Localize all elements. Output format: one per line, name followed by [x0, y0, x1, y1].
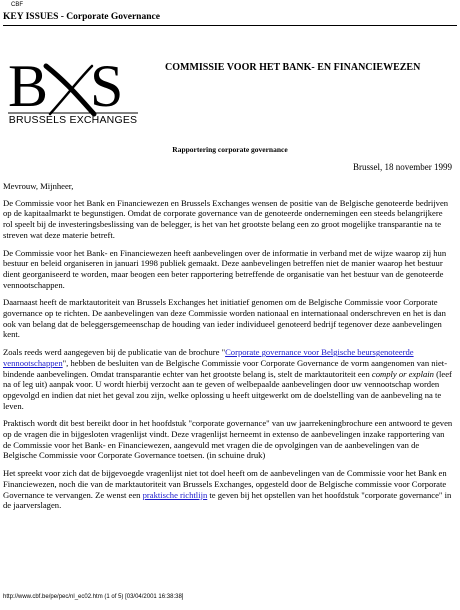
paragraph-6: [3, 468, 454, 511]
paragraph-6-end: te geven bij het opstellen van het hoofdstuk "corporate governance" in de jaarverslagen.: [3, 489, 452, 511]
paragraph-5: Praktisch wordt dit best bereikt door in het hoofdstuk "corporate governance" van uw jaarrekeningbrochure een antwoord te geven op de vragen die in bijgesloten vragenlijst vindt. Deze vragenlijst herneemt in extenso de aanbevelingen inzake rapportering van de Commissie voor het Bank- en Financiewezen, aangevuld met vragen die de opvolgingen van de aanbevelingen van de Belgische Commissie voor Corporate Governance toetsen. (in schuine druk): [3, 418, 453, 461]
paragraph-4: [3, 347, 454, 411]
paragraph-4-middle: ", hebben de besluiten van de Belgische Commissie voor Corporate Governance de vorm aangenomen van niet-bindende aanbevelingen. Omdat transparantie echter van het grootste belang is, stelt de marktautoriteit een: [3, 357, 448, 379]
paragraph-4-intro: Zoals reeds werd aangegeven bij de publicatie van de brochure ": [3, 347, 226, 358]
paragraph-3: Daarnaast heeft de marktautoriteit van Brussels Exchanges het initiatief genomen om de Belgische Commissie voor Corporate governance op te richten. De aanbevelingen van deze Commissie worden nationaal en internationaal onderschreven en het is dan ook van belang dat de beleggersgemeenschap de houding van ieder individueel genoteerd bedrijf tegenover deze aanbevelingen kent.: [3, 297, 446, 340]
page-footer-url: http://www.cbf.be/pe/pec/nl_ec02.htm (1 of 5) [03/04/2001 16:38:38]: [3, 594, 184, 600]
paragraph-1: De Commissie voor het Bank en Financiewezen en Brussels Exchanges wensen de positie van de Belgische genoteerde bedrijven op de kapitaalmarkt te begunstigen. Omdat de corporate governance van de genoteerde ondernemingen een steeds belangrijkere rol speelt bij de investeringsbeslissing van de belegger, is het van het grootste belang een zo groot mogelijke transparantie na te streven wat deze materie betreft.: [3, 197, 449, 240]
logo-caption: BRUSSELS EXCHANGES: [8, 114, 138, 126]
organisation-name: COMMISSIE VOOR HET BANK- EN FINANCIEWEZEN: [165, 62, 421, 73]
letter-body: [3, 181, 454, 518]
paragraph-4-end: (leef na of leg uit) aanpak voor. U wordt hierbij verzocht aan te geven of welbepaalde aanbevelingen door uw vennootschap worden opgevolgd en indien dat niet het geval zou zijn, welke oplossing u heeft uitgewerkt om de doelstelling van de aanbeveling na te leven.: [3, 368, 452, 411]
header-source: CBF: [11, 2, 23, 8]
logo-letter-b: B: [8, 60, 49, 119]
praktische-richtlijn-link[interactable]: praktische richtlijn: [142, 489, 208, 500]
salutation: Mevrouw, Mijnheer,: [3, 181, 74, 191]
letter-subject: Rapportering corporate governance: [172, 145, 288, 154]
logo-letter-s: S: [90, 60, 124, 119]
letter-date: Brussel, 18 november 1999: [353, 162, 452, 172]
page-header-title: KEY ISSUES - Corporate Governance: [3, 12, 160, 22]
brussels-exchanges-logo: [6, 60, 140, 130]
paragraph-2: De Commissie voor het Bank- en Financiewezen heeft aanbevelingen over de informatie in verband met de wijze waarop zij hun bestuur en beleid organiseren in januari 1998 publiek gemaakt. Deze aanbevelingen betreffen niet de manier waarop het bestuur dient georganiseerd te worden, maar beogen een beter rapportering betreffende de organisatie van het bestuur van de genoteerde vennootschappen.: [3, 247, 447, 290]
brochure-link[interactable]: Corporate governance voor Belgische beursgenoteerde vennootschappen: [3, 347, 414, 368]
paragraph-6-intro: Het spreekt voor zich dat de bijgevoegde vragenlijst niet tot doel heeft om de aanbevelingen van de Commissie voor het Bank en Financiewezen, noch die van de marktautoriteit van Brussels Exchanges, opgesteld door de Belgische commissie voor Corporate Governance te vervangen. Ze wenst een: [3, 468, 447, 500]
comply-or-explain-text: comply or explain: [371, 368, 434, 379]
header-divider: [3, 25, 457, 26]
